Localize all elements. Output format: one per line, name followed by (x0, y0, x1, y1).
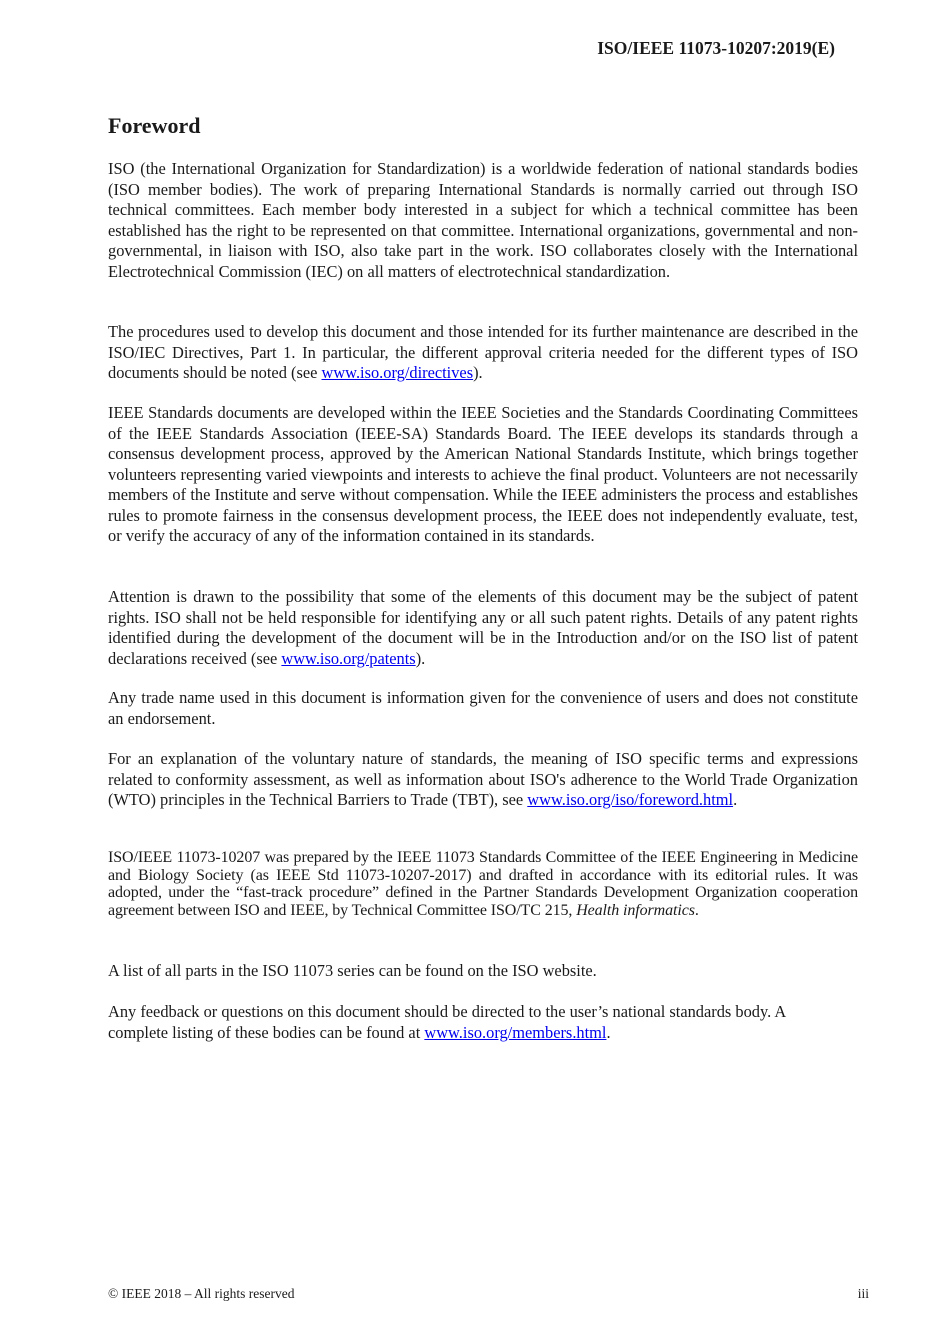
paragraph-patents (108, 587, 858, 669)
paragraph-iso-intro (108, 159, 858, 282)
paragraph-text: . (694, 901, 699, 919)
paragraph-series-list (108, 961, 858, 982)
paragraph-text: . (733, 790, 738, 809)
page-number: iii (857, 1286, 869, 1301)
paragraph-text: ISO/IEEE 11073-10207 was prepared by the IEEE 11073 Standards Committee of the IEEE Engineering in Medicine and Biology Society (as IEEE Std 11073-10207-2017) and drafted in accordance with its editorial rules. It was adopted, under the “fast-track procedure” defined in the Partner Standards Development Organization cooperation agreement between ISO and IEEE, by Technical Committee ISO/TC 215, (108, 849, 858, 919)
paragraph-text: The procedures used to develop this document and those intended for its further maintenance are described in the ISO/IEC Directives, Part 1. In particular, the different approval criteria needed for the different types of ISO documents should be noted (see (108, 322, 858, 382)
paragraph-text: For an explanation of the voluntary nature of standards, the meaning of ISO specific terms and expressions related to conformity assessment, as well as information about ISO's adherence to the World Trade Organization (WTO) principles in the Technical Barriers to Trade (TBT), see (108, 749, 858, 809)
paragraph-prepared-by (108, 849, 858, 919)
paragraph-text: . (606, 1022, 611, 1042)
paragraph-text: ISO (the International Organization for Standardization) is a worldwide federation of national standards bodies (ISO member bodies). The work of preparing International Standards is normally carried out through ISO technical committees. Each member body interested in a subject for which a technical committee has been established has the right to be represented on that committee. International organizations, governmental and non-governmental, in liaison with ISO, also take part in the work. ISO collaborates closely with the International Electrotechnical Commission (IEC) on all matters of electrotechnical standardization. (108, 159, 858, 281)
paragraph-procedures (108, 322, 858, 384)
paragraph-feedback (108, 1002, 828, 1043)
link-patents[interactable]: www.iso.org/patents (281, 648, 416, 668)
paragraph-ieee-standards (108, 403, 858, 547)
document-id-header: ISO/IEEE 11073-10207:2019(E) (597, 38, 835, 58)
paragraph-text: A list of all parts in the ISO 11073 series can be found on the ISO website. (108, 961, 597, 980)
footer-copyright: © IEEE 2018 – All rights reserved (108, 1286, 295, 1301)
paragraph-text: IEEE Standards documents are developed within the IEEE Societies and the Standards Coordinating Committees of the IEEE Standards Association (IEEE-SA) Standards Board. The IEEE develops its standards through a consensus development process, approved by the American National Standards Institute, which brings together volunteers representing varied viewpoints and interests to achieve the final product. Volunteers are not necessarily members of the Institute and serve without compensation. While the IEEE administers the process and establishes rules to promote fairness in the consensus development process, the IEEE does not independently evaluate, test, or verify the accuracy of any of the information contained in its standards. (108, 403, 858, 545)
paragraph-text: Any feedback or questions on this document should be directed to the user’s national standards body. A complete listing of these bodies can be found at (108, 1002, 786, 1042)
committee-name: Health informatics (576, 901, 695, 919)
paragraph-text: ). (415, 648, 426, 668)
link-directives[interactable]: www.iso.org/directives (321, 363, 474, 382)
paragraph-text: Attention is drawn to the possibility that some of the elements of this document may be the subject of patent rights. ISO shall not be held responsible for identifying any or all such patent rights. Details of any patent rights identified during the development of the document will be in the Introduction and/or on the ISO list of patent declarations received (see (108, 587, 858, 668)
paragraph-trade-name (108, 688, 858, 729)
paragraph-text: Any trade name used in this document is information given for the convenience of users and does not constitute an endorsement. (108, 688, 858, 728)
paragraph-voluntary-nature (108, 749, 858, 811)
link-members[interactable]: www.iso.org/members.html (424, 1022, 607, 1042)
paragraph-text: ). (473, 363, 483, 382)
section-title: Foreword (108, 113, 201, 138)
link-foreword[interactable]: www.iso.org/iso/foreword.html (527, 790, 734, 809)
